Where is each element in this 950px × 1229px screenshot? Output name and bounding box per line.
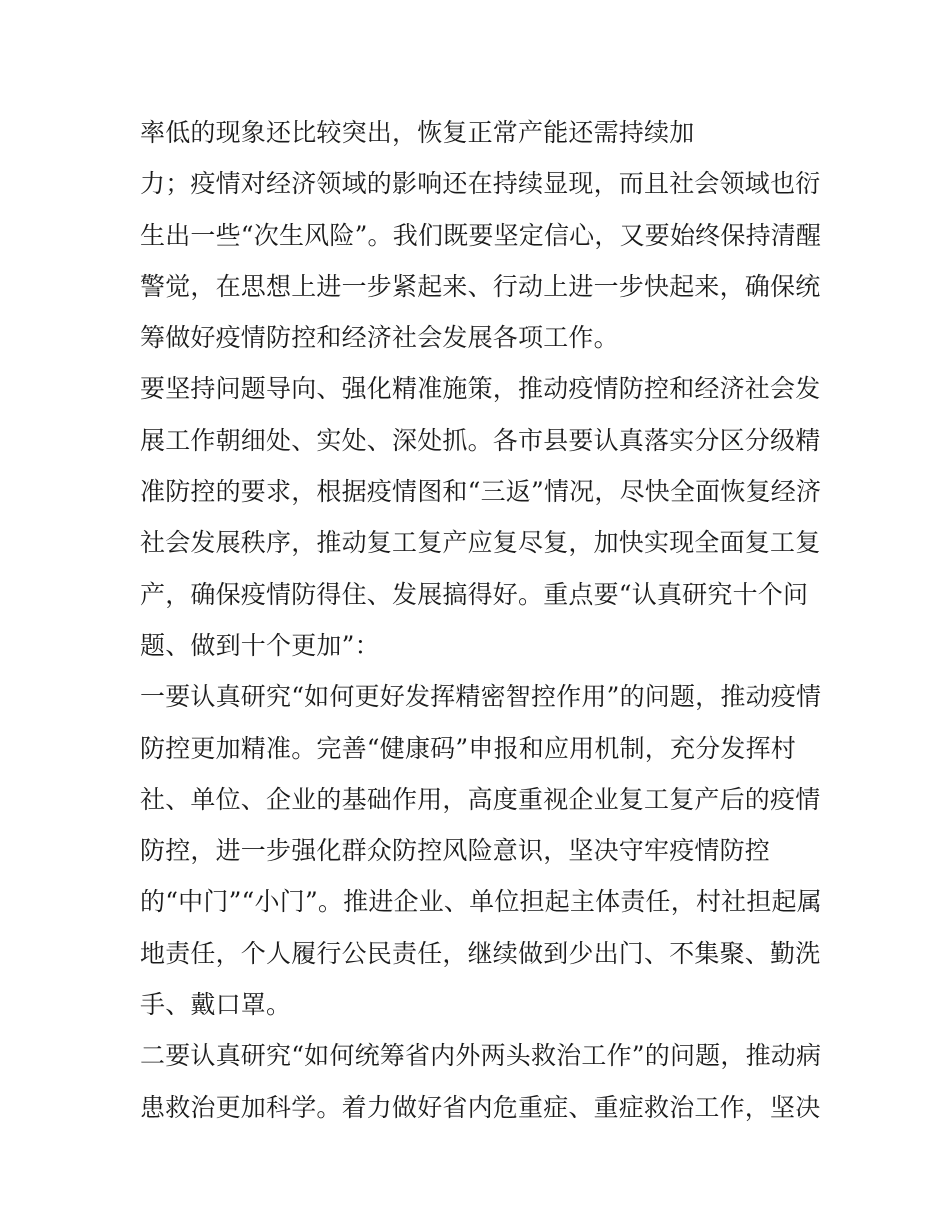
text-line: 题、做到十个更加”： [140, 630, 380, 660]
text-line: 生出一些“次生风险”。我们既要坚定信心，又要始终保持清醒 [140, 220, 822, 250]
text-line: 准防控的要求，根据疫情图和“三返”情况，尽快全面恢复经济 [140, 477, 822, 507]
text-line: 要坚持问题导向、强化精准施策，推动疫情防控和经济社会发 [140, 374, 821, 404]
text-line: 防控更加精准。完善“健康码”申报和应用机制，充分发挥村 [140, 733, 796, 763]
text-line: 警觉，在思想上进一步紧起来、行动上进一步快起来，确保统 [140, 271, 821, 301]
text-line: 筹做好疫情防控和经济社会发展各项工作。 [140, 323, 619, 353]
text-line: 的“中门”“小门”。推进企业、单位担起主体责任，村社担起属 [140, 887, 822, 917]
text-line: 社、单位、企业的基础作用，高度重视企业复工复产后的疫情 [140, 784, 821, 814]
text-line: 展工作朝细处、实处、深处抓。各市县要认真落实分区分级精 [140, 425, 821, 455]
document-body [140, 107, 830, 1133]
text-line: 防控，进一步强化群众防控风险意识，坚决守牢疫情防控 [140, 836, 771, 866]
text-line: 产，确保疫情防得住、发展搞得好。重点要“认真研究十个问 [140, 579, 809, 609]
text-line: 手、戴口罩。 [140, 990, 292, 1020]
text-line: 一要认真研究“如何更好发挥精密智控作用”的问题，推动疫情 [140, 682, 822, 712]
text-line: 率低的现象还比较突出，恢复正常产能还需持续加 [140, 118, 695, 147]
text-line: 地责任，个人履行公民责任，继续做到少出门、不集聚、勤洗 [140, 938, 821, 968]
text-line: 社会发展秩序，推动复工复产应复尽复，加快实现全面复工复 [140, 528, 821, 558]
text-line: 患救治更加科学。着力做好省内危重症、重症救治工作，坚决 [140, 1092, 821, 1122]
text-line: 力；疫情对经济领域的影响还在持续显现，而且社会领域也衍 [140, 169, 821, 199]
text-line: 二要认真研究“如何统筹省内外两头救治工作”的问题，推动病 [140, 1041, 822, 1071]
